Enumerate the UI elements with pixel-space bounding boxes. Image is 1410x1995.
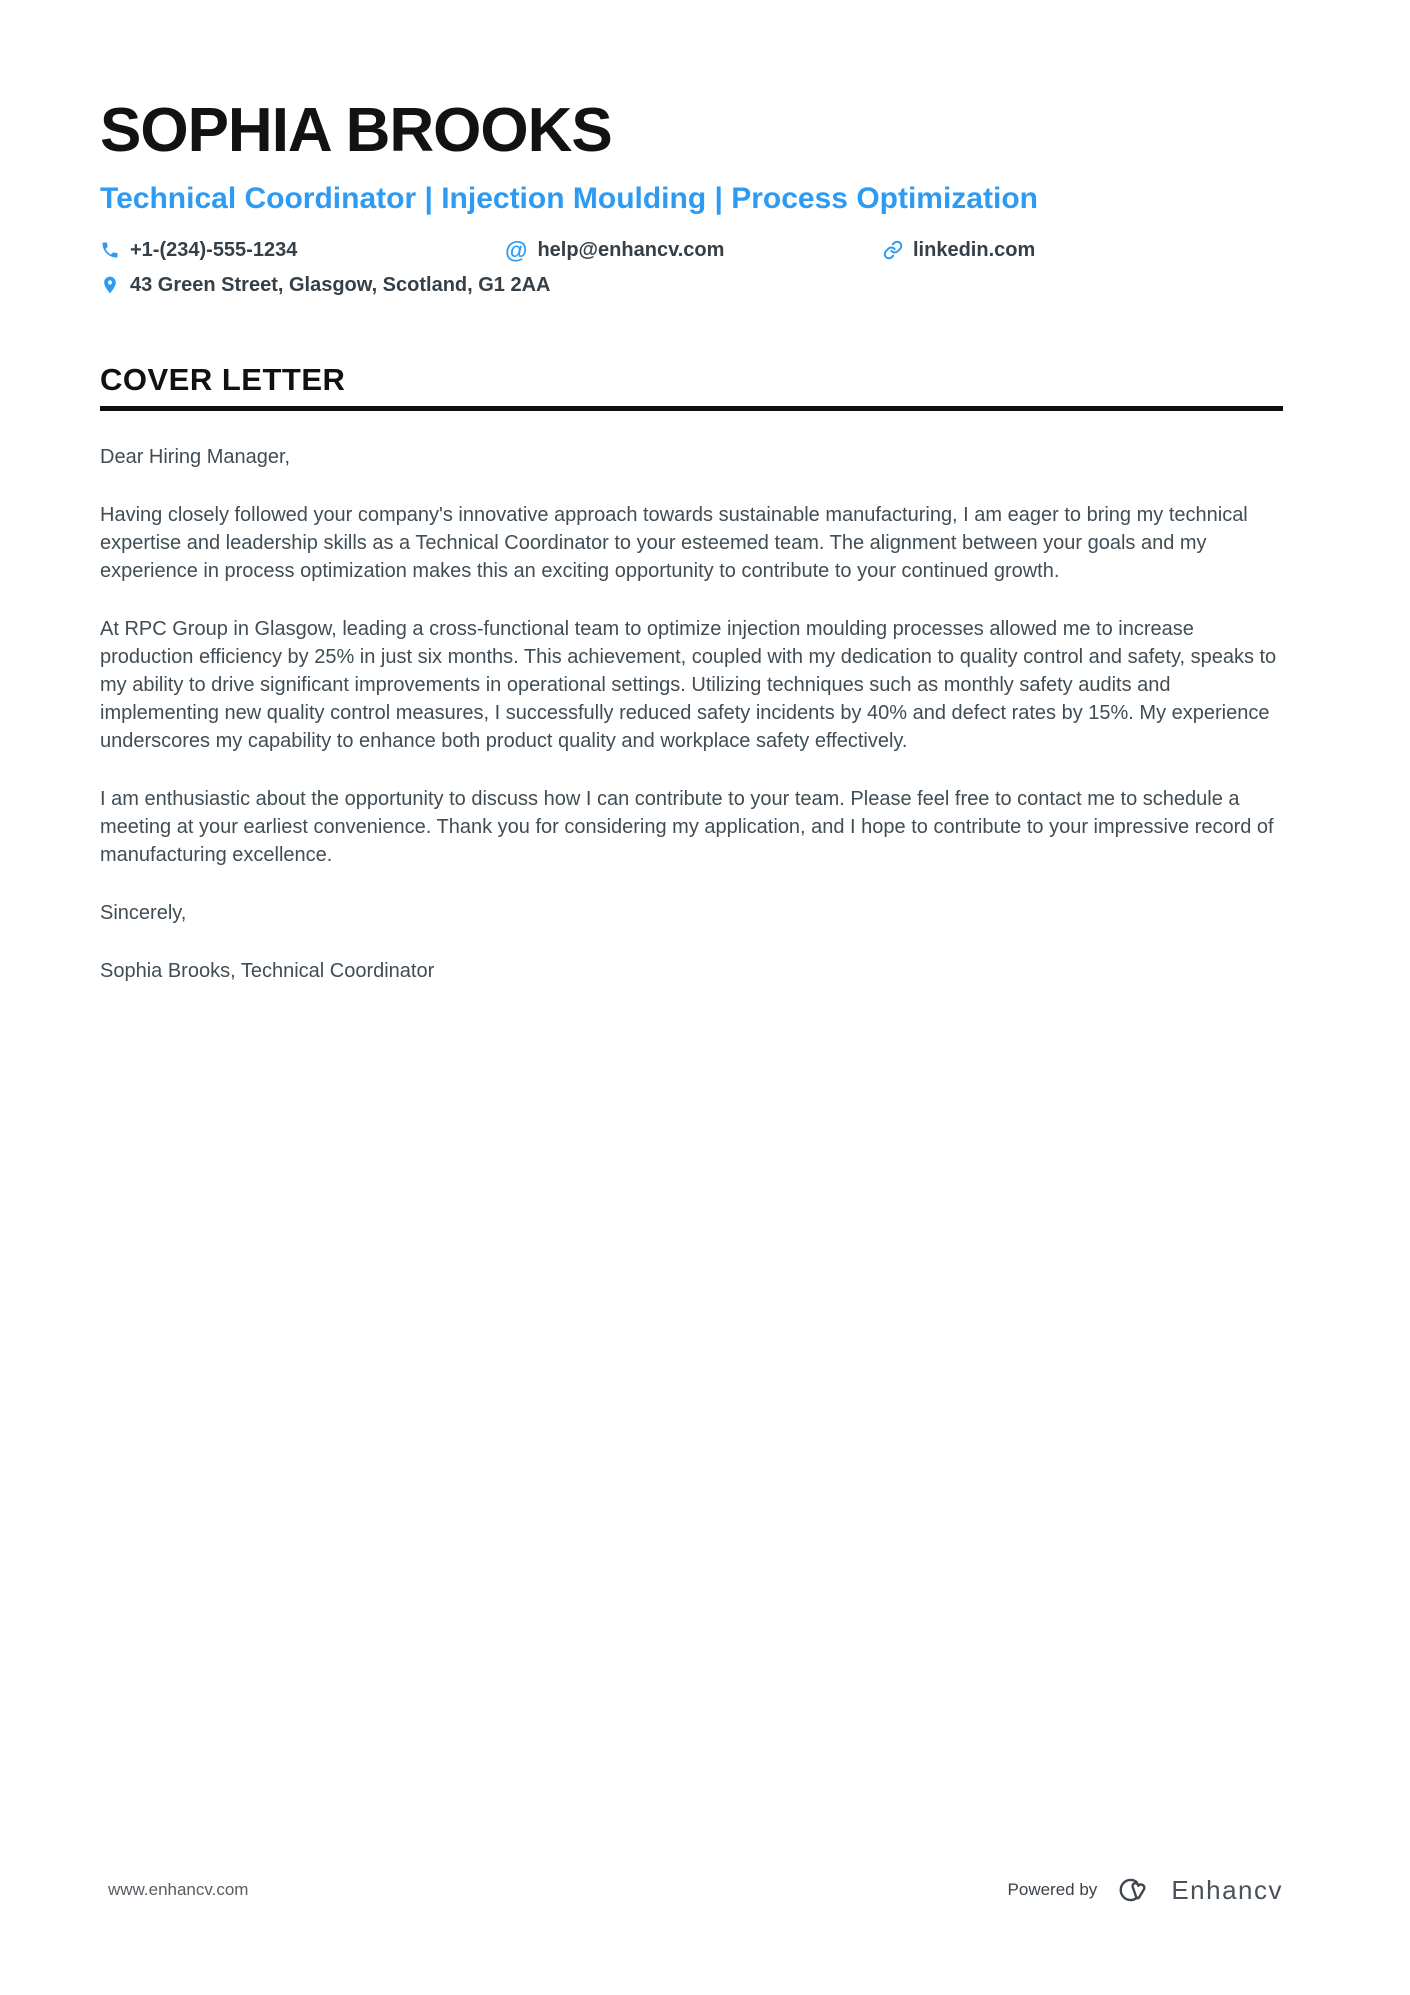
at-icon: @: [505, 237, 528, 264]
paragraph-closing: I am enthusiastic about the opportunity to discuss how I can contribute to your team. Please feel free to contact me to schedule a meeting at your earliest convenience. Thank you for considering my application, and I hope to contribute to your impressive record of manufacturing excellence.: [100, 787, 1274, 866]
contact-address: [100, 274, 551, 297]
paragraph-salutation: Dear Hiring Manager,: [100, 445, 291, 468]
candidate-name: SOPHIA BROOKS: [100, 96, 612, 165]
candidate-job-title: Technical Coordinator | Injection Moulding | Process Optimization: [100, 181, 1038, 215]
contact-linkedin-text: linkedin.com: [913, 238, 1036, 261]
section-heading: COVER LETTER: [100, 361, 346, 397]
contact-row-2: [100, 274, 1283, 297]
contact-email-text: help@enhancv.com: [537, 238, 725, 261]
paragraph-intro: Having closely followed your company's innovative approach towards sustainable manufacturing, I am eager to bring my technical expertise and leadership skills as a Technical Coordinator to your esteemed team. The alignment between your goals and my experience in process optimization makes this an exciting opportunity to contribute to your continued growth.: [100, 503, 1248, 582]
enhancv-logo-icon: [1111, 1876, 1157, 1904]
powered-by-enhancv[interactable]: [1008, 1875, 1283, 1906]
letter-body: [100, 443, 1283, 985]
contact-linkedin[interactable]: [883, 239, 1035, 262]
cover-letter-section: [100, 361, 1283, 985]
paragraph-signature: Sophia Brooks, Technical Coordinator: [100, 959, 435, 982]
phone-icon: [100, 240, 120, 260]
enhancv-wordmark: Enhancv: [1171, 1874, 1283, 1905]
location-icon: [100, 275, 120, 295]
footer-website-link[interactable]: www.enhancv.com: [108, 1880, 249, 1899]
contact-phone-text: +1-(234)-555-1234: [130, 238, 298, 261]
link-icon: [883, 240, 903, 260]
contact-row: [100, 239, 1283, 262]
powered-by-label: Powered by: [1007, 1880, 1098, 1899]
paragraph-experience: At RPC Group in Glasgow, leading a cross-functional team to optimize injection moulding processes allowed me to increase production efficiency by 25% in just six months. This achievement, coupled with my dedication to quality control and safety, speaks to my ability to drive significant improvements in operational settings. Utilizing techniques such as monthly safety audits and implementing new quality control measures, I successfully reduced safety incidents by 40% and defect rates by 15%. My experience underscores my capability to enhance both product quality and workplace safety effectively.: [100, 617, 1277, 752]
contact-email[interactable]: [505, 239, 883, 262]
header: [100, 98, 1283, 297]
contact-address-text: 43 Green Street, Glasgow, Scotland, G1 2AA: [130, 273, 551, 296]
paragraph-sign-off: Sincerely,: [100, 901, 187, 924]
page-footer: [108, 1862, 1283, 1918]
contact-phone[interactable]: [100, 239, 505, 262]
section-underline: [100, 406, 1283, 411]
